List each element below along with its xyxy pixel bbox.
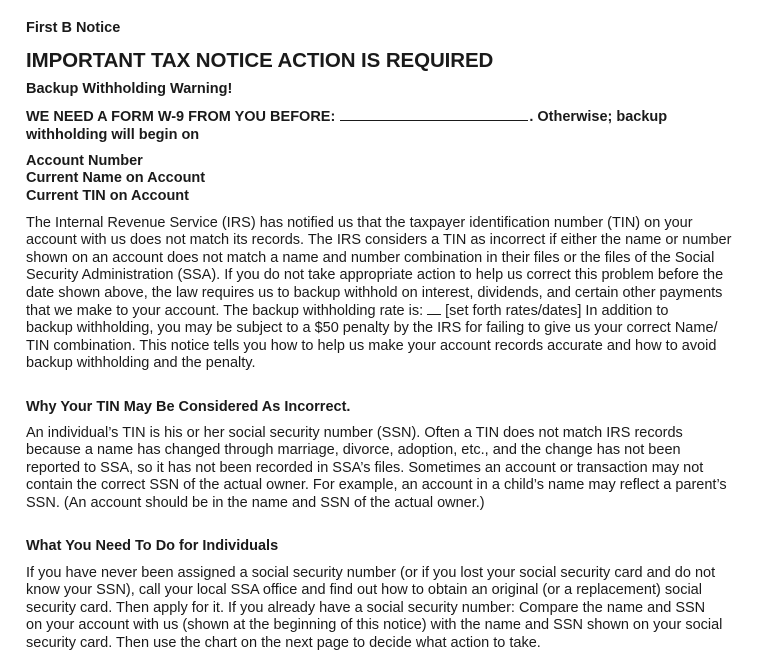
current-tin-label: Current TIN on Account xyxy=(26,187,189,204)
withholding-rate-line xyxy=(26,302,748,320)
paragraph-line: backup withholding and the penalty. xyxy=(26,355,256,372)
paragraph-line: know your SSN), call your local SSA office and find out how to obtain an original (or a replacement) social xyxy=(26,582,702,599)
paragraph-line: shown on an account does not match a name and number combination in their files or the files of the Social xyxy=(26,249,715,266)
paragraph-line: Security Administration (SSA). If you do not take appropriate action to help us correct this problem before the xyxy=(26,267,724,284)
paragraph-line: If you have never been assigned a social security number (or if you lost your social security card and do not xyxy=(26,565,716,581)
paragraph-line: security card. Then apply for it. If you already have a social security number: Compare the name and SSN xyxy=(26,599,706,616)
account-info-block xyxy=(26,153,205,205)
paragraph-line: account with us does not match its records. The IRS considers a TIN as incorrect if either the name or number xyxy=(26,232,732,249)
rate-suffix: [set forth rates/dates] In addition to xyxy=(441,303,669,320)
page-title: IMPORTANT TAX NOTICE ACTION IS REQUIRED xyxy=(26,49,494,72)
individuals-heading: What You Need To Do for Individuals xyxy=(26,538,279,554)
paragraph-line: date shown above, the law requires us to backup withhold on interest, dividends, and certain other payments xyxy=(26,284,723,301)
paragraph-line: because a name has changed through marriage, divorce, adoption, etc., and the change has not been xyxy=(26,442,681,459)
w9-deadline-prefix: WE NEED A FORM W-9 FROM YOU BEFORE: xyxy=(26,109,340,125)
individuals-paragraph xyxy=(26,565,748,652)
account-number-label: Account Number xyxy=(26,153,143,169)
current-name-label: Current Name on Account xyxy=(26,170,206,187)
warning-heading: Backup Withholding Warning! xyxy=(26,81,233,97)
paragraph-line: contain the correct SSN of the actual owner. For example, an account in a child’s name may reflect a parent’s xyxy=(26,477,727,494)
paragraph-line: on your account with us (shown at the beginning of this notice) with the name and SSN shown on your social xyxy=(26,617,723,634)
deadline-date-blank xyxy=(340,108,528,121)
paragraph-line: The Internal Revenue Service (IRS) has notified us that the taxpayer identification number (TIN) on your xyxy=(26,215,693,231)
paragraph-line: SSN. (An account should be in the name and SSN of the actual owner.) xyxy=(26,494,485,511)
why-tin-incorrect-paragraph xyxy=(26,425,748,512)
w9-deadline-statement xyxy=(26,108,726,144)
paragraph-line: An individual’s TIN is his or her social security number (SSN). Often a TIN does not match IRS records xyxy=(26,425,683,441)
rate-blank xyxy=(427,302,441,315)
paragraph-line: TIN combination. This notice tells you how to help us make your account records accurate and how to avoid xyxy=(26,337,717,354)
paragraph-line: backup withholding, you may be subject to a $50 penalty by the IRS for failing to give us your correct Name/ xyxy=(26,320,718,337)
w9-deadline-line2: withholding will begin on xyxy=(26,126,200,143)
w9-deadline-suffix: . Otherwise; backup xyxy=(529,109,668,125)
paragraph-line: security card. Then use the chart on the next page to decide what action to take. xyxy=(26,634,541,651)
why-tin-incorrect-heading: Why Your TIN May Be Considered As Incorrect. xyxy=(26,399,351,415)
intro-paragraph xyxy=(26,215,748,373)
paragraph-line: reported to SSA, so it has not been recorded in SSA’s files. Sometimes an account or transaction may not xyxy=(26,459,704,476)
notice-label: First B Notice xyxy=(26,20,121,36)
rate-prefix: that we make to your account. The backup withholding rate is: xyxy=(26,303,428,320)
